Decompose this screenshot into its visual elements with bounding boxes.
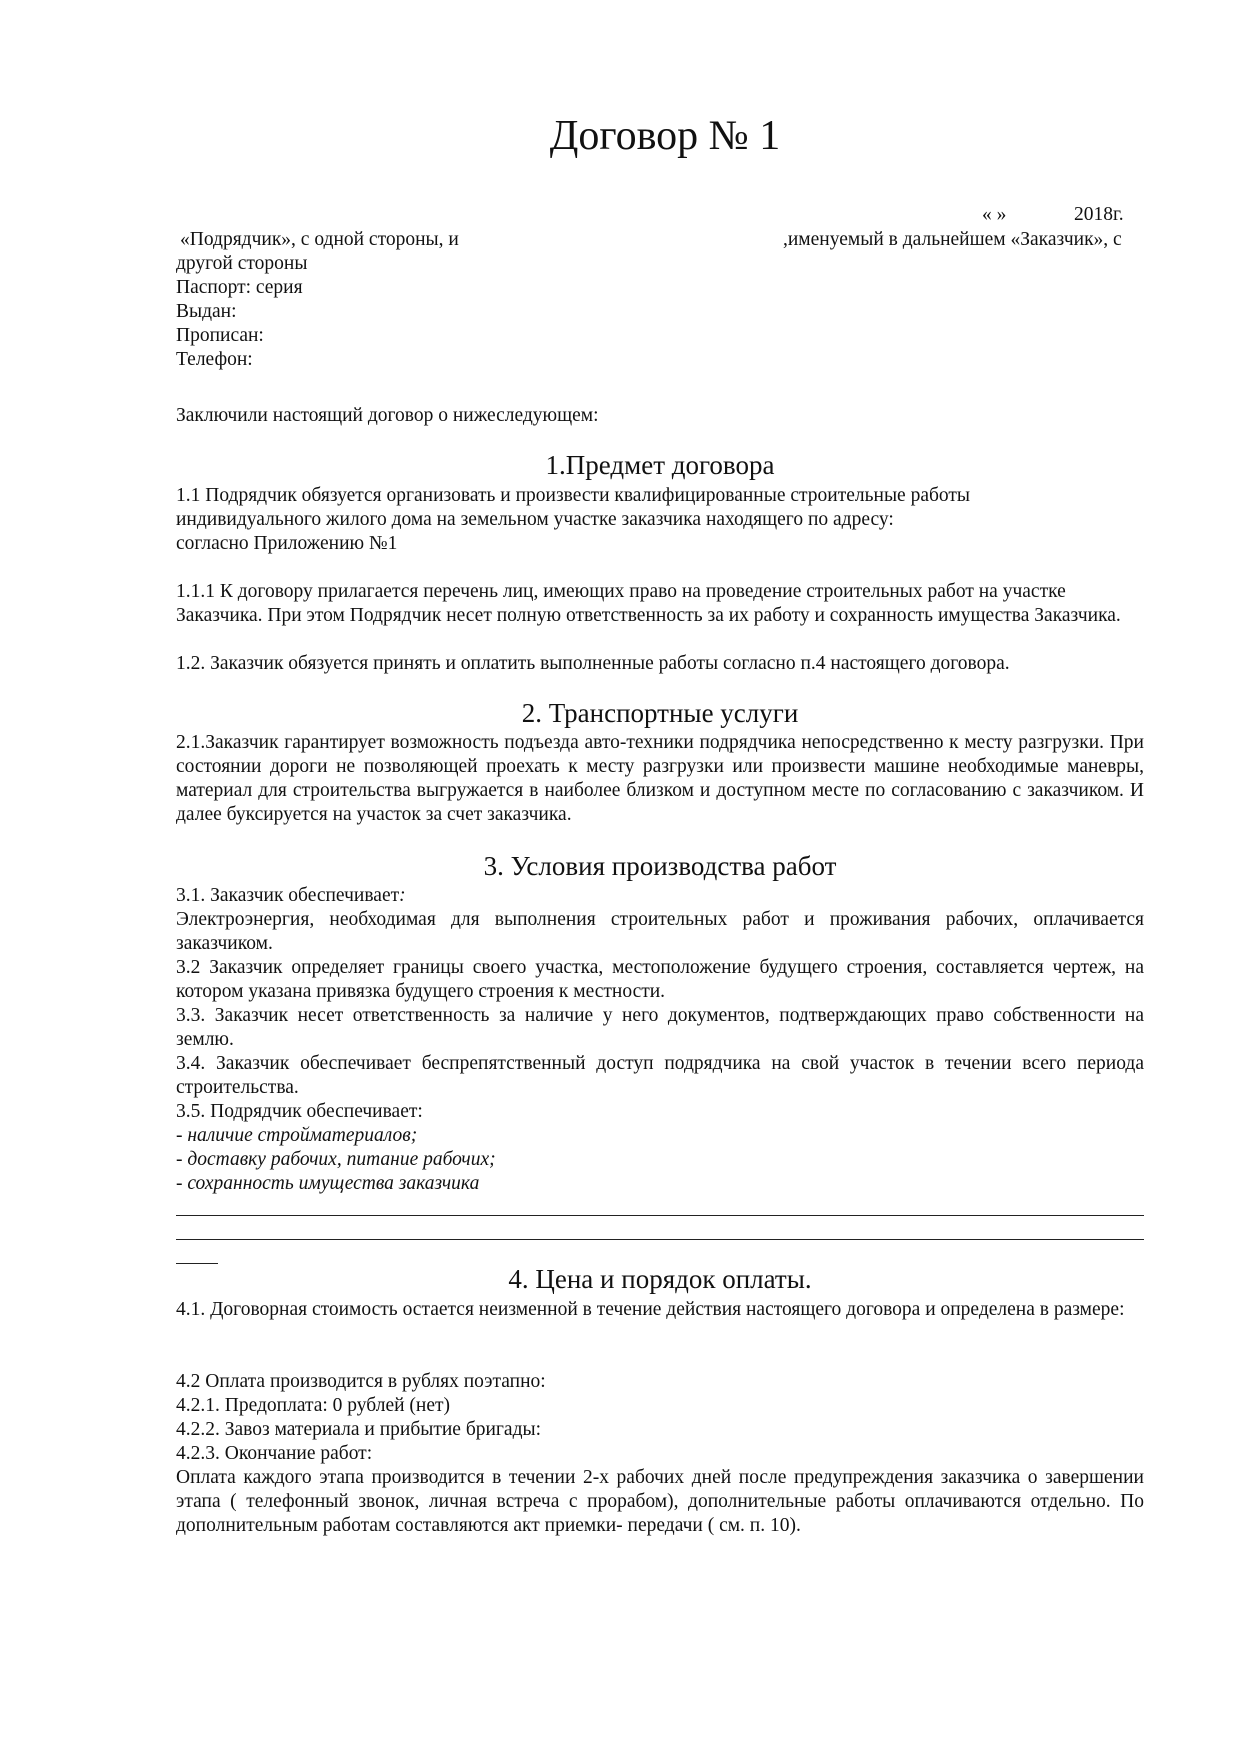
- section-1-line-1: 1.1 Подрядчик обязуется организовать и произвести квалифицированные строительные работы: [176, 485, 971, 506]
- payment-terms-paragraph: Оплата каждого этапа производится в течении 2-х рабочих дней после предупреждения заказчика о завершении этапа ( телефонный звонок, личная встреча с прорабом), дополнительные работы оплачиваются отдельно. По дополнительным работам составляются акт приемки- передачи ( см. п. 10).: [176, 1467, 1144, 1536]
- section-1-line-3: согласно Приложению №1: [176, 533, 398, 554]
- section-1-heading: 1.Предмет договора: [545, 450, 775, 480]
- section-4-2-1-paragraph: 4.2.1. Предоплата: 0 рублей (нет): [176, 1395, 451, 1416]
- section-3-5-paragraph: 3.5. Подрядчик обеспечивает:: [176, 1101, 423, 1122]
- section-3-1-label: [176, 884, 1144, 908]
- blank-fill-line: [176, 1215, 1144, 1216]
- section-2-heading: 2. Транспортные услуги: [521, 698, 799, 728]
- date-year: 2018г.: [1074, 204, 1124, 225]
- party-other-side: другой стороны: [176, 253, 308, 274]
- section-4-heading: 4. Цена и порядок оплаты.: [508, 1264, 812, 1294]
- section-3-heading: 3. Условия производства работ: [483, 851, 837, 881]
- intro-text: Заключили настоящий договор о нижеследующем:: [176, 405, 599, 426]
- section-3-1-label-text: 3.1. Заказчик обеспечивает: [176, 885, 400, 906]
- party-customer-text: ,именуемый в дальнейшем «Заказчик», с: [783, 229, 1122, 250]
- section-4-2-3-paragraph: 4.2.3. Окончание работ:: [176, 1443, 373, 1464]
- section-1-line-2: индивидуального жилого дома на земельном участке заказчика находящего по адресу:: [176, 509, 894, 530]
- registered-field: Прописан:: [176, 325, 264, 346]
- list-item: - доставку рабочих, питание рабочих;: [176, 1149, 496, 1170]
- section-2-1-paragraph: 2.1.Заказчик гарантирует возможность подъезда авто-техники подрядчика непосредственно к месту разгрузки. При состоянии дороги не позволяющей проехать к месту разгрузки или произвести машине необходимые маневры, материал для строительства выгружается в наиболее близком и доступном месте по согласованию с заказчиком. И далее буксируется на участок за счет заказчика.: [176, 732, 1144, 825]
- section-3-3-paragraph: 3.3. Заказчик несет ответственность за наличие у него документов, подтверждающих право собственности на землю.: [176, 1005, 1144, 1050]
- section-3-1-colon: :: [399, 885, 406, 906]
- list-item: - сохранность имущества заказчика: [176, 1173, 480, 1194]
- section-3-4-paragraph: 3.4. Заказчик обеспечивает беспрепятственный доступ подрядчика на свой участок в течении всего периода строительства.: [176, 1053, 1144, 1098]
- blank-fill-line: [176, 1239, 1144, 1240]
- list-item: - наличие стройматериалов;: [176, 1125, 418, 1146]
- section-3-1-paragraph: Электроэнергия, необходимая для выполнения строительных работ и проживания рабочих, оплачивается заказчиком.: [176, 909, 1144, 954]
- section-4-2-2-paragraph: 4.2.2. Завоз материала и прибытие бригады:: [176, 1419, 542, 1440]
- phone-field: Телефон:: [176, 349, 253, 370]
- passport-field: Паспорт: серия: [176, 277, 303, 298]
- document-title: Договор № 1: [549, 113, 781, 159]
- section-1-1-1-paragraph: 1.1.1 К договору прилагается перечень лиц, имеющих право на проведение строительных работ на участке Заказчика. При этом Подрядчик несет полную ответственность за их работу и сохранность имущества Заказчика.: [176, 581, 1121, 626]
- section-4-1-paragraph: 4.1. Договорная стоимость остается неизменной в течение действия настоящего договора и определена в размере:: [176, 1299, 1125, 1320]
- section-3-2-paragraph: 3.2 Заказчик определяет границы своего участка, местоположение будущего строения, составляется чертеж, на котором указана привязка будущего строения к местности.: [176, 957, 1144, 1002]
- section-4-2-paragraph: 4.2 Оплата производится в рублях поэтапно:: [176, 1371, 546, 1392]
- issued-field: Выдан:: [176, 301, 237, 322]
- section-1-2-paragraph: 1.2. Заказчик обязуется принять и оплатить выполненные работы согласно п.4 настоящего договора.: [176, 653, 1010, 674]
- date-day-quotes: « »: [982, 204, 1007, 225]
- party-contractor-text: «Подрядчик», с одной стороны, и: [180, 229, 459, 250]
